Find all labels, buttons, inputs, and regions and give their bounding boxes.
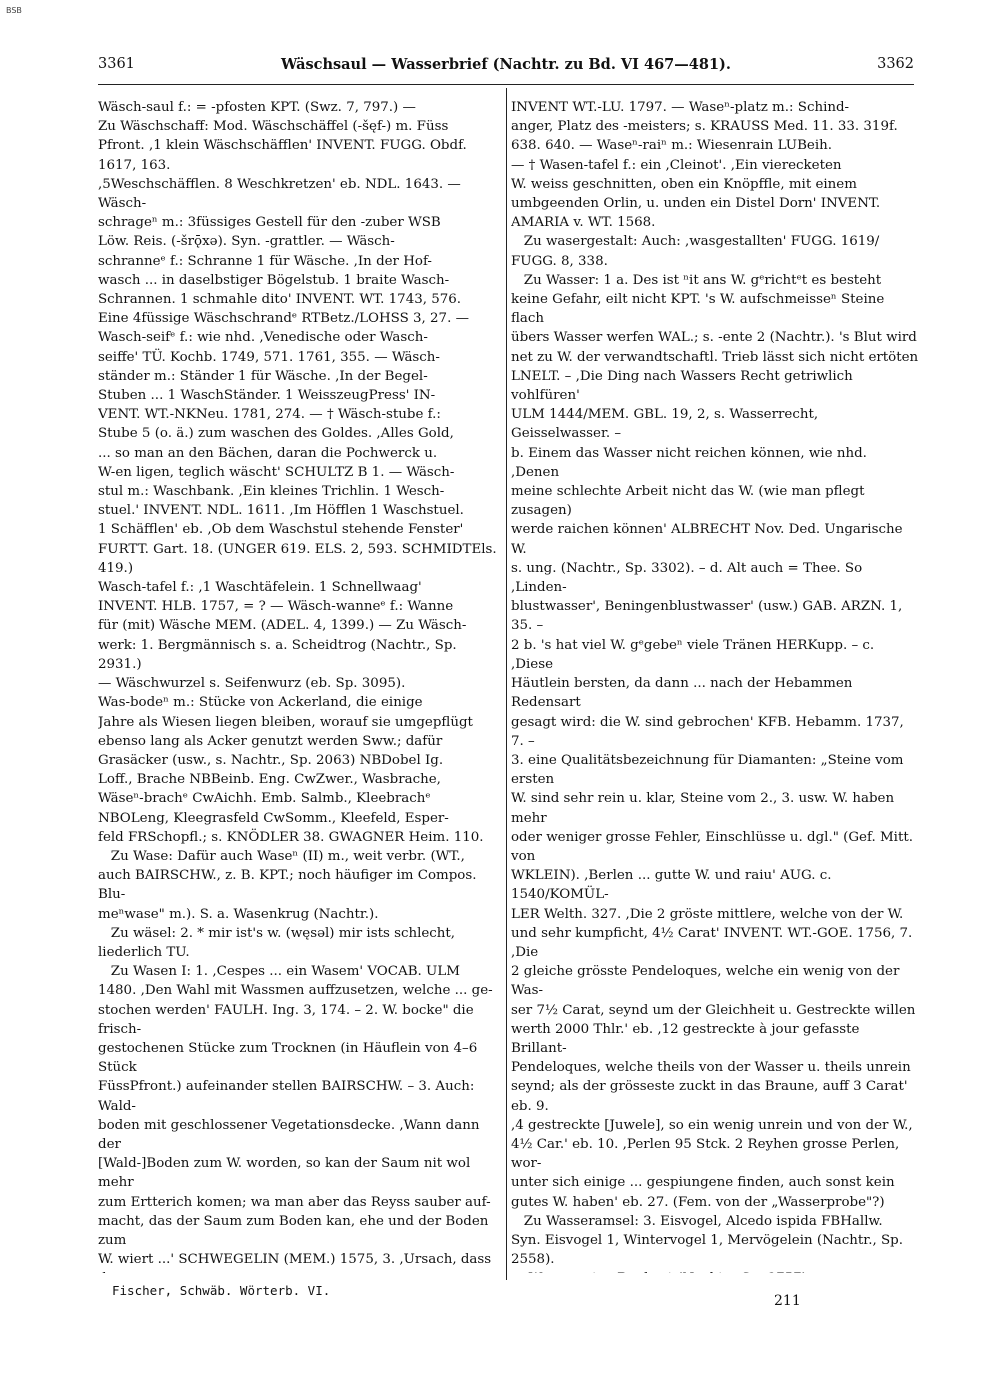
column-divider xyxy=(506,88,507,1280)
dictionary-column-left: Wäsch-saul f.: = -pfosten KPT. (Swz. 7, 797.) — Zu Wäschschaff: Mod. Wäschschäffel (-šęf-) m. Füss Pfront. ,1 klein Wäschschäfflen' INVENT. FUGG. Obdf. 1617, 163. ,5Weschschäfflen. 8 Weschkretzen' eb. NDL. 1643. — Wäsch- schrageⁿ m.: 3füssiges Gestell für den -zuber WSB Löw. Reis. (-šrǭxə). Syn. -grattler. — Wäsch- schranneᵉ f.: Schranne 1 für Wäsche. ,In der Hof- wasch ... in daselbstiger Bögelstub. 1 braite Wasch- Schrannen. 1 schmahle dito' INVENT. WT. 1743, 576. Eine 4füssige Wäschschrandᵉ RTBetz./LOHSS 3, 27. — Wasch-seifᵉ f.: wie nhd. ,Venedische oder Wasch- seiffe' TÜ. Kochb. 1749, 571. 1761, 355. — Wäsch- ständer m.: Ständer 1 für Wäsche. ,In der Begel- Stuben ... 1 WaschStänder. 1 WeisszeugPress' IN- VENT. WT.-NKNeu. 1781, 274. — † Wäsch-stube f.: Stube 5 (o. ä.) zum waschen des Goldes. ,Alles Gold, ... so man an den Bächen, daran die Pochwerck u. W-en ligen, teglich wäscht' SCHULTZ B 1. — Wäsch- stul m.: Waschbank. ,Ein kleines Trichlin. 1 Wesch- stuel.' INVENT. NDL. 1611. ,Im Höfflen 1 Waschstuel. 1 Schäfflen' eb. ,Ob dem Waschstul stehende Fenster' FURTT. Gart. 18. (UNGER 619. ELS. 2, 593. SCHMIDTEls. 419.) Wasch-tafel f.: ,1 Waschtäfelein. 1 Schnellwaag' INVENT. HLB. 1757, = ? — Wäsch-wanneᵉ f.: Wanne für (mit) Wäsche MEM. (ADEL. 4, 1399.) — Zu Wäsch- werk: 1. Bergmännisch s. a. Scheidtrog (Nachtr., Sp. 2931.) — Wäschwurzel s. Seifenwurz (eb. Sp. 3095). Was-bodeⁿ m.: Stücke von Ackerland, die einige Jahre als Wiesen liegen bleiben, worauf sie umgepflügt ebenso lang als Acker genutzt werden Sww.; dafür Grasäcker (usw., s. Nachtr., Sp. 2063) NBDobel Ig. Loff., Brache NBBeinb. Eng. CwZwer., Wasbrache, Wäseⁿ-brachᵉ CwAichh. Emb. Salmb., Kleebrachᵉ NBOLeng, Kleegrasfeld CwSomm., Kleefeld, Esper- feld FRSchopfl.; s. KNÖDLER 38. GWAGNER Heim. 110. Zu Wase: Dafür auch Waseⁿ (II) m., weit verbr. (WT., auch BAIRSCHW., z. B. KPT.; noch häufiger im Compos. Blu- meⁿwase" m.). S. a. Wasenkrug (Nachtr.). Zu wäsel: 2. * mir ist's w. (węsəl) mir ists schlecht, liederlich TU. Zu Wasen I: 1. ,Cespes ... ein Wasem' VOCAB. ULM 1480. ,Den Wahl mit Wassmen auffzusetzen, welche ... ge- stochen werden' FAULH. Ing. 3, 174. – 2. W. bocke" die frisch- gestochenen Stücke zum Trocknen (in Häuflein von 4–6 Stück FüssPfront.) aufeinander stellen BAIRSCHW. – 3. Auch: Wald- boden mit geschlossener Vegetationsdecke. ,Wann dann der [Wald-]Boden zum W. worden, so kan der Saum nit wol mehr zum Ertterich komen; wa man aber das Reyss sauber auf- macht, das der Saum zum Boden kan, ehe und der Boden zum W. wiert ...' SCHWEGELIN (MEM.) 1575, 3. ,Ursach, dass xyxy=(98,100,497,1268)
library-stamp: BSB xyxy=(6,6,22,15)
page-number-right: 3362 xyxy=(877,56,914,72)
page-number-left: 3361 xyxy=(98,56,135,72)
signature-mark: 211 xyxy=(774,1293,801,1309)
running-title: Wäschsaul — Wasserbrief (Nachtr. zu Bd. VI 467—481). xyxy=(281,56,731,73)
header-rule xyxy=(98,84,914,85)
footer-source: Fischer, Schwäb. Wörterb. VI. xyxy=(112,1283,331,1298)
dictionary-column-right: INVENT WT.-LU. 1797. — Waseⁿ-platz m.: Schind- anger, Platz des -meisters; s. KRAUSS Med. 11. 33. 319f. 638. 640. — Waseⁿ-raiⁿ m.: Wiesenrain LUBeih. — † Wasen-tafel f.: ein ,Cleinot'. ,Ein vierecketen W. weiss geschnitten, oben ein Knöpffle, mit einem umbgeenden Orlin, u. unden ein Distel Dorn' INVENT. AMARIA v. WT. 1568. Zu wasergestalt: Auch: ,wasgestallten' FUGG. 1619/ FUGG. 8, 338. Zu Wasser: 1 a. Des ist ⁿit ans W. gᵉrichtᵉt es besteht keine Gefahr, eilt nicht KPT. 's W. aufschmeisseⁿ Steine flach übers Wasser werfen WAL.; s. -ente 2 (Nachtr.). 's Blut wird net zu W. der verwandtschaftl. Trieb lässt sich nicht ertöten LNELT. – ,Die Ding nach Wassers Recht getriwlich vohlfüren' ULM 1444/MEM. GBL. 19, 2, s. Wasserrecht, Geisselwasser. – b. Einem das Wasser nicht reichen können, wie nhd. ,Denen meine schlechte Arbeit nicht das W. (wie man pflegt zusagen) werde raichen können' ALBRECHT Nov. Ded. Ungarische W. s. ung. (Nachtr., Sp. 3302). – d. Alt auch = Thee. So ,Linden- blustwasser', Beningenblustwasser' (usw.) GAB. ARZN. 1, 35. – 2 b. 's hat viel W. gᵉgebeⁿ viele Tränen HERKupp. – c. ,Diese Häutlein bersten, da dann ... nach der Hebammen Redensart gesagt wird: die W. sind gebrochen' KFB. Hebamm. 1737, 7. – 3. eine Qualitätsbezeichnung für Diamanten: „Steine vom ersten W. sind sehr rein u. klar, Steine vom 2., 3. usw. W. haben mehr oder weniger grosse Fehler, Einschlüsse u. dgl." (Gef. Mitt. von WKLEIN). ,Berlen ... gutte W. und raiu' AUG. c. 1540/KOMÜL- LER Welth. 327. ,Die 2 gröste mittlere, welche von der W. und sehr kumpficht, 4½ Carat' INVENT. WT.-GOE. 1756, 7. ,Die 2 gleiche grösste Pendeloques, welche ein wenig von der Was- ser 7½ Carat, seynd um der Gleichheit u. Gestreckte willen werth 2000 Thlr.' eb. ,12 gestreckte à jour gefasste Brillant- Pendeloques, welche theils von der Wasser u. theils unrein seynd; als der grösseste zuckt in das Braune, auff 3 Carat' eb. 9. ,4 gestreckte [Juwele], so ein wenig unrein und von der W., 4½ Car.' eb. 10. ,Perlen 95 Stck. 2 Reyhen grosse Perlen, wor- unter sich einige ... gespiungene finden, auch sonst kein gutes W. haben' eb. 27. (Fem. von der „Wasserprobe"?) Zu Wasseramsel: 3. Eisvogel, Alcedo ispida FBHallw. Syn. Eisvogel 1, Wintervogel 1, Mervögelein (Nachtr., Sp. 2558). xyxy=(511,100,919,1268)
page-header xyxy=(98,56,914,82)
